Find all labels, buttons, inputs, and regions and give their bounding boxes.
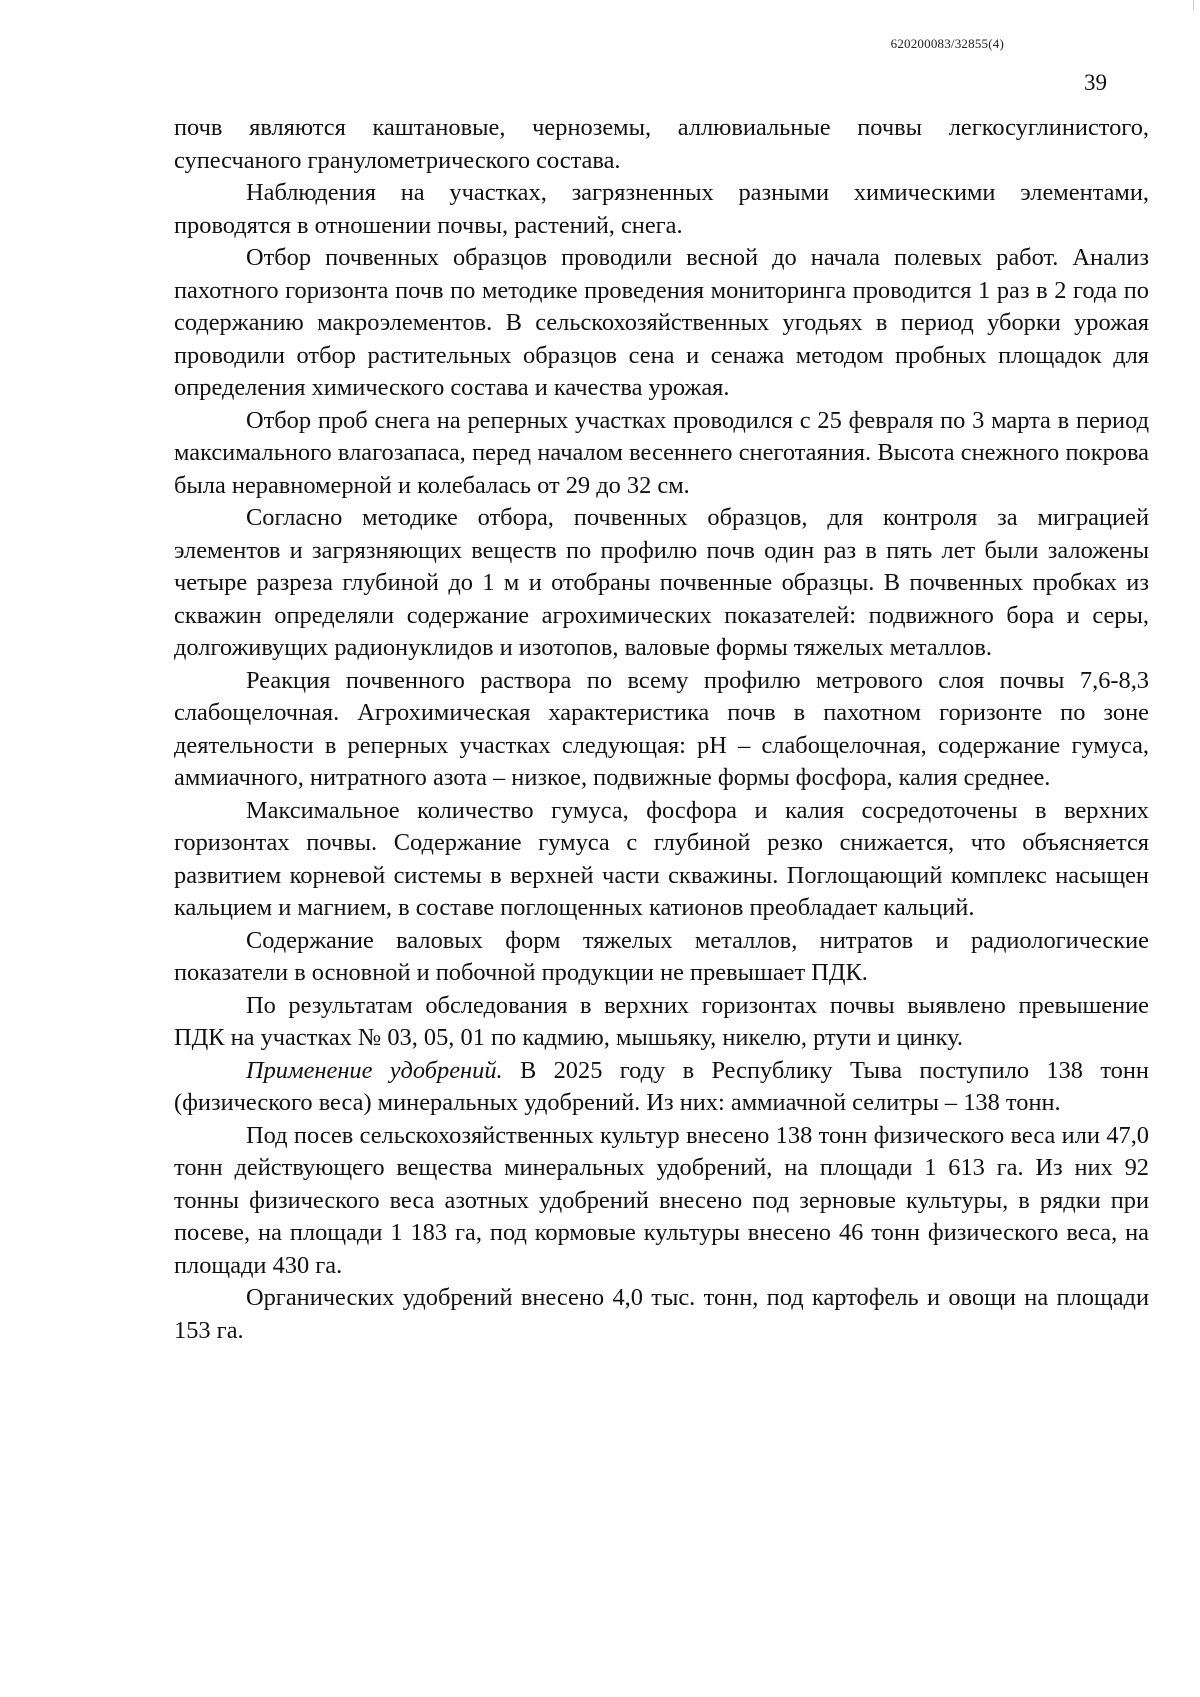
paragraph-fertilizers: [174, 1055, 1149, 1120]
paragraph: почв являются каштановые, черноземы, аллювиальные почвы легкосуглинистого, супесчаного гранулометрического состава.: [174, 114, 1149, 174]
paragraph: Отбор проб снега на реперных участках проводился с 25 февраля по 3 марта в период максимального влагозапаса, перед началом весеннего снеготаяния. Высота снежного покрова была неравномерной и колебалась от 29 до 32 см.: [174, 406, 1149, 499]
paragraph: Согласно методике отбора, почвенных образцов, для контроля за миграцией элементов и загрязняющих веществ по профилю почв один раз в пять лет были заложены четыре разреза глубиной до 1 м и отобраны почвенные образцы. В почвенных пробках из скважин определяли содержание агрохимических показателей: подвижного бора и серы, долгоживущих радионуклидов и изотопов, валовые формы тяжелых металлов.: [174, 504, 1149, 661]
body-text: [174, 112, 1149, 1347]
paragraph: Отбор почвенных образцов проводили весной до начала полевых работ. Анализ пахотного горизонта почв по методике проведения мониторинга проводится 1 раз в 2 года по содержанию макроэлементов. В сельскохозяйственных угодьях в период уборки урожая проводили отбор растительных образцов сена и сенажа методом пробных площадок для определения химического состава и качества урожая.: [174, 244, 1149, 401]
paragraph: По результатам обследования в верхних горизонтах почвы выявлено превышение ПДК на участках № 03, 05, 01 по кадмию, мышьяку, никелю, ртути и цинку.: [174, 991, 1149, 1051]
section-lead: Применение удобрений.: [246, 1056, 503, 1084]
document-id: 620200083/32855(4): [890, 36, 1004, 51]
paragraph-text: В 2025 году в Республику Тыва поступило 138 тонн (физического веса) минеральных удобрений. Из них: аммиачной селитры – 138 тонн.: [174, 1056, 1149, 1116]
paragraph: Реакция почвенного раствора по всему профилю метрового слоя почвы 7,6-8,3 слабощелочная. Агрохимическая характеристика почв в пахотном горизонте по зоне деятельности в реперных участках следующая: pH – слабощелочная, содержание гумуса, аммиачного, нитратного азота – низкое, подвижные формы фосфора, калия среднее.: [174, 666, 1149, 791]
paragraph: Органических удобрений внесено 4,0 тыс. тонн, под картофель и овощи на площади 153 га.: [174, 1284, 1149, 1344]
paragraph: Наблюдения на участках, загрязненных разными химическими элементами, проводятся в отношении почвы, растений, снега.: [174, 179, 1149, 239]
paragraph: Максимальное количество гумуса, фосфора и калия сосредоточены в верхних горизонтах почвы. Содержание гумуса с глубиной резко снижается, что объясняется развитием корневой системы в верхней части скважины. Поглощающий комплекс насыщен кальцием и магнием, в составе поглощенных катионов преобладает кальций.: [174, 796, 1149, 921]
page-edge-mark: [1193, 0, 1200, 10]
paragraph: Содержание валовых форм тяжелых металлов, нитратов и радиологические показатели в основной и побочной продукции не превышает ПДК.: [174, 926, 1149, 986]
paragraph: Под посев сельскохозяйственных культур внесено 138 тонн физического веса или 47,0 тонн действующего вещества минеральных удобрений, на площади 1 613 га. Из них 92 тонны физического веса азотных удобрений внесено под зерновые культуры, в рядки при посеве, на площади 1 183 га, под кормовые культуры внесено 46 тонн физического веса, на площади 430 га.: [174, 1121, 1149, 1279]
page-number: 39: [1084, 70, 1107, 95]
